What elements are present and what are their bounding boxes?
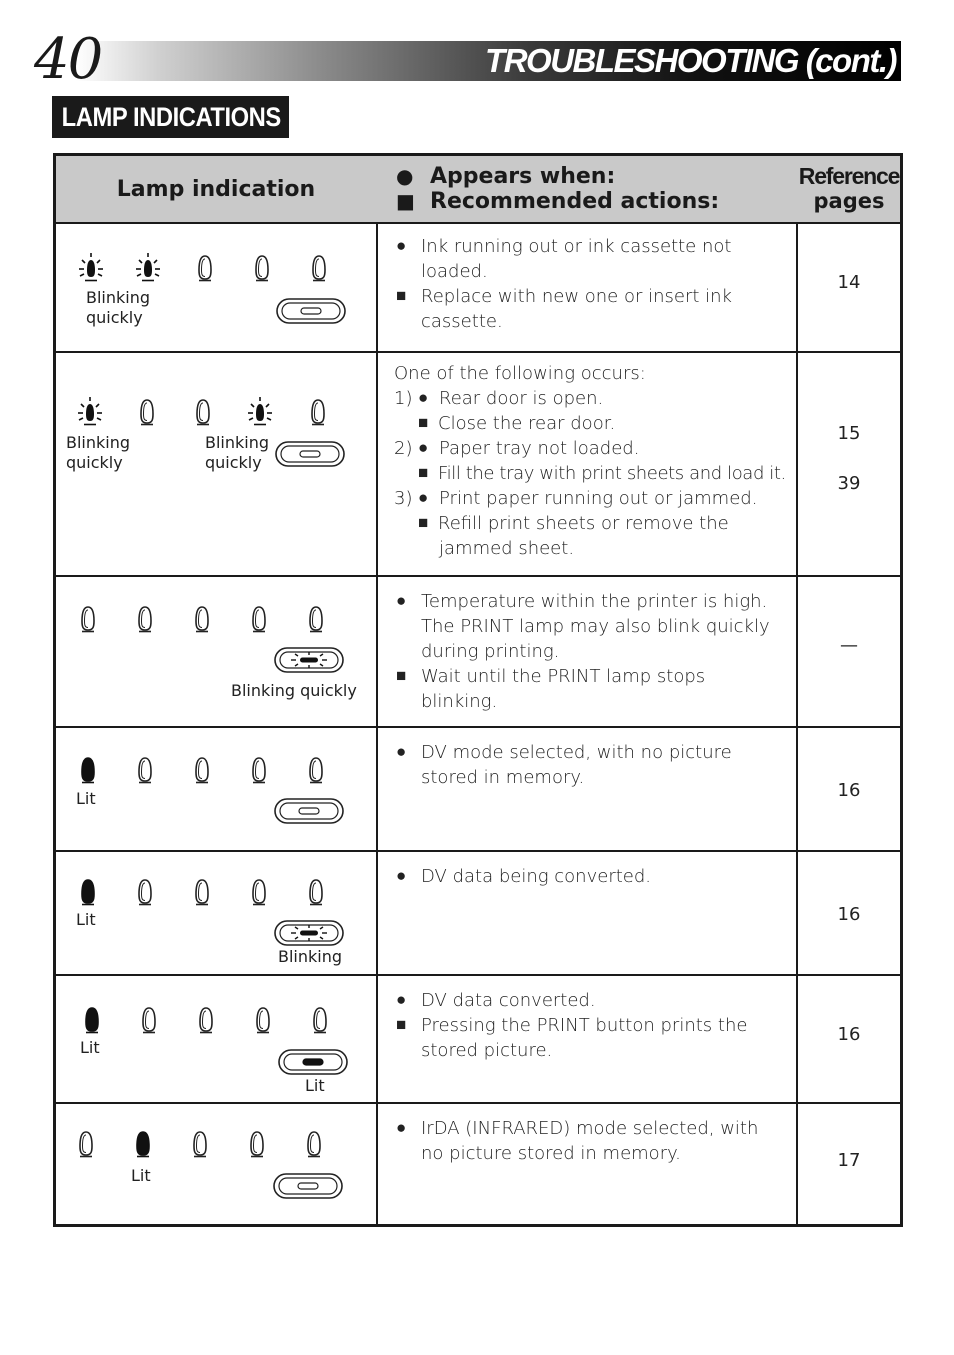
print-button-off-icon bbox=[273, 797, 345, 825]
lamp-indications-table bbox=[53, 153, 903, 1227]
page-title: TROUBLESHOOTING (cont.) bbox=[485, 42, 896, 79]
header-lamp-indication: Lamp indication bbox=[116, 176, 316, 202]
reference-page: 16 bbox=[837, 904, 861, 925]
lamp-off-icon bbox=[249, 1004, 277, 1038]
square-bullet-icon: ■ bbox=[396, 1015, 407, 1035]
lamp-indication-cell bbox=[56, 728, 376, 850]
circle-bullet-icon: ● bbox=[396, 1118, 407, 1138]
lamp-off-icon bbox=[72, 1128, 100, 1162]
description-cell: ● DV data converted. ■ Pressing the PRINT button prints the stored picture. bbox=[396, 990, 748, 1061]
circle-bullet-icon: ● bbox=[418, 438, 429, 458]
lamp-off-icon bbox=[188, 754, 216, 788]
circle-bullet-icon: ● bbox=[418, 388, 429, 408]
lamp-off-icon bbox=[245, 876, 273, 910]
lamp-off-icon bbox=[245, 603, 273, 637]
circle-bullet-icon: ● bbox=[396, 236, 407, 256]
description-cell: ● DV data being converted. bbox=[396, 866, 652, 887]
lamp-blinking-icon bbox=[246, 396, 274, 430]
lamp-off-icon bbox=[302, 603, 330, 637]
description-cell: One of the following occurs: 1) ● Rear door is open. ■ Close the rear door. 2) ● Paper tray not loaded. ■ Fill the tray with print sheets and load it. 3) ● Print paper running out or jammed. ■ Refill print sheets or remove the jammed sheet. bbox=[394, 363, 786, 559]
print-button-blinking-icon bbox=[273, 919, 345, 947]
header-reference-pages: Reference pages bbox=[798, 163, 900, 213]
reference-page: 14 bbox=[837, 272, 861, 293]
lamp-lit-icon bbox=[74, 754, 102, 788]
header-appears-actions bbox=[378, 156, 796, 222]
circle-bullet-icon: ● bbox=[396, 866, 407, 886]
lamp-off-icon bbox=[188, 603, 216, 637]
description-cell: ● IrDA (INFRARED) mode selected, with no picture stored in memory. bbox=[396, 1118, 759, 1164]
lamp-state-label: Blinking bbox=[86, 288, 151, 307]
lamp-indication-cell bbox=[56, 353, 376, 575]
lamp-indication-cell bbox=[56, 222, 376, 351]
table-row bbox=[56, 976, 900, 1104]
circle-bullet-icon: ● bbox=[396, 990, 407, 1010]
reference-page: 17 bbox=[837, 1150, 861, 1171]
print-button-off-icon bbox=[272, 1172, 344, 1200]
circle-bullet-icon: ● bbox=[396, 742, 407, 762]
lamp-off-icon bbox=[245, 754, 273, 788]
table-row bbox=[56, 222, 900, 353]
lamp-off-icon bbox=[131, 876, 159, 910]
lamp-off-icon bbox=[243, 1128, 271, 1162]
lamp-indication-cell bbox=[56, 976, 376, 1102]
header-recommended-actions: Recommended actions: bbox=[430, 189, 720, 214]
lamp-off-icon bbox=[302, 876, 330, 910]
table-row bbox=[56, 577, 900, 728]
lamp-off-icon bbox=[133, 396, 161, 430]
print-button-off-icon bbox=[274, 440, 346, 468]
table-header bbox=[56, 156, 900, 224]
description-cell: ● DV mode selected, with no picture stored in memory. bbox=[396, 742, 732, 788]
lamp-off-icon bbox=[131, 603, 159, 637]
lamp-state-label: Blinking bbox=[278, 947, 343, 966]
reference-page: 15 bbox=[837, 423, 861, 444]
lamp-lit-icon bbox=[129, 1128, 157, 1162]
reference-page: 39 bbox=[837, 473, 861, 494]
lamp-off-icon bbox=[300, 1128, 328, 1162]
lamp-state-label: Blinking bbox=[205, 433, 270, 452]
lamp-off-icon bbox=[188, 876, 216, 910]
description-cell: ● Ink running out or ink cassette not loaded. ■ Replace with new one or insert ink cassette. bbox=[396, 236, 732, 332]
lamp-off-icon bbox=[304, 396, 332, 430]
lamp-off-icon bbox=[248, 252, 276, 286]
section-title: LAMP INDICATIONS bbox=[61, 102, 281, 132]
lamp-blinking-icon bbox=[76, 396, 104, 430]
lamp-indication-cell bbox=[56, 1104, 376, 1224]
square-bullet-icon: ■ bbox=[396, 189, 415, 213]
lamp-indication-cell bbox=[56, 577, 376, 726]
square-bullet-icon: ■ bbox=[418, 413, 429, 433]
lamp-state-label: Lit bbox=[76, 910, 96, 929]
lamp-off-icon bbox=[191, 252, 219, 286]
lamp-off-icon bbox=[131, 754, 159, 788]
lamp-off-icon bbox=[305, 252, 333, 286]
lamp-off-icon bbox=[302, 754, 330, 788]
lamp-blinking-icon bbox=[134, 252, 162, 286]
reference-page: — bbox=[840, 635, 858, 656]
lamp-state-label: quickly bbox=[205, 453, 262, 472]
reference-page: 16 bbox=[837, 780, 861, 801]
lamp-lit-icon bbox=[78, 1004, 106, 1038]
circle-bullet-icon: ● bbox=[396, 164, 414, 188]
description-cell: ● Temperature within the printer is high. The PRINT lamp may also blink quickly during printing. ■ Wait until the PRINT lamp stops blinking. bbox=[396, 591, 770, 712]
section-label bbox=[52, 96, 289, 138]
table-row bbox=[56, 1104, 900, 1224]
circle-bullet-icon: ● bbox=[396, 591, 407, 611]
lamp-lit-icon bbox=[74, 876, 102, 910]
table-row bbox=[56, 852, 900, 976]
lamp-state-label: quickly bbox=[66, 453, 123, 472]
table-row bbox=[56, 353, 900, 577]
reference-page: 16 bbox=[837, 1024, 861, 1045]
lamp-off-icon bbox=[192, 1004, 220, 1038]
lamp-off-icon bbox=[189, 396, 217, 430]
circle-bullet-icon: ● bbox=[418, 488, 429, 508]
lamp-indication-cell bbox=[56, 852, 376, 974]
square-bullet-icon: ■ bbox=[418, 463, 429, 483]
table-row bbox=[56, 728, 900, 852]
square-bullet-icon: ■ bbox=[418, 513, 429, 533]
lamp-state-label: quickly bbox=[86, 308, 143, 327]
square-bullet-icon: ■ bbox=[396, 286, 407, 306]
header-appears-when: Appears when: bbox=[430, 164, 616, 189]
lamp-state-label: Lit bbox=[76, 789, 96, 808]
lamp-state-label: Lit bbox=[80, 1038, 100, 1057]
lamp-blinking-icon bbox=[77, 252, 105, 286]
square-bullet-icon: ■ bbox=[396, 666, 407, 686]
lamp-off-icon bbox=[306, 1004, 334, 1038]
lamp-state-label: Blinking bbox=[66, 433, 131, 452]
lamp-state-label: Lit bbox=[305, 1076, 325, 1095]
print-button-lit-icon bbox=[277, 1048, 349, 1076]
print-button-blinking-icon bbox=[273, 646, 345, 674]
lamp-state-label: Blinking quickly bbox=[231, 681, 357, 700]
page-number: 40 bbox=[34, 27, 102, 92]
print-button-off-icon bbox=[275, 297, 347, 325]
lamp-off-icon bbox=[135, 1004, 163, 1038]
lamp-off-icon bbox=[186, 1128, 214, 1162]
lamp-off-icon bbox=[74, 603, 102, 637]
lamp-state-label: Lit bbox=[131, 1166, 151, 1185]
